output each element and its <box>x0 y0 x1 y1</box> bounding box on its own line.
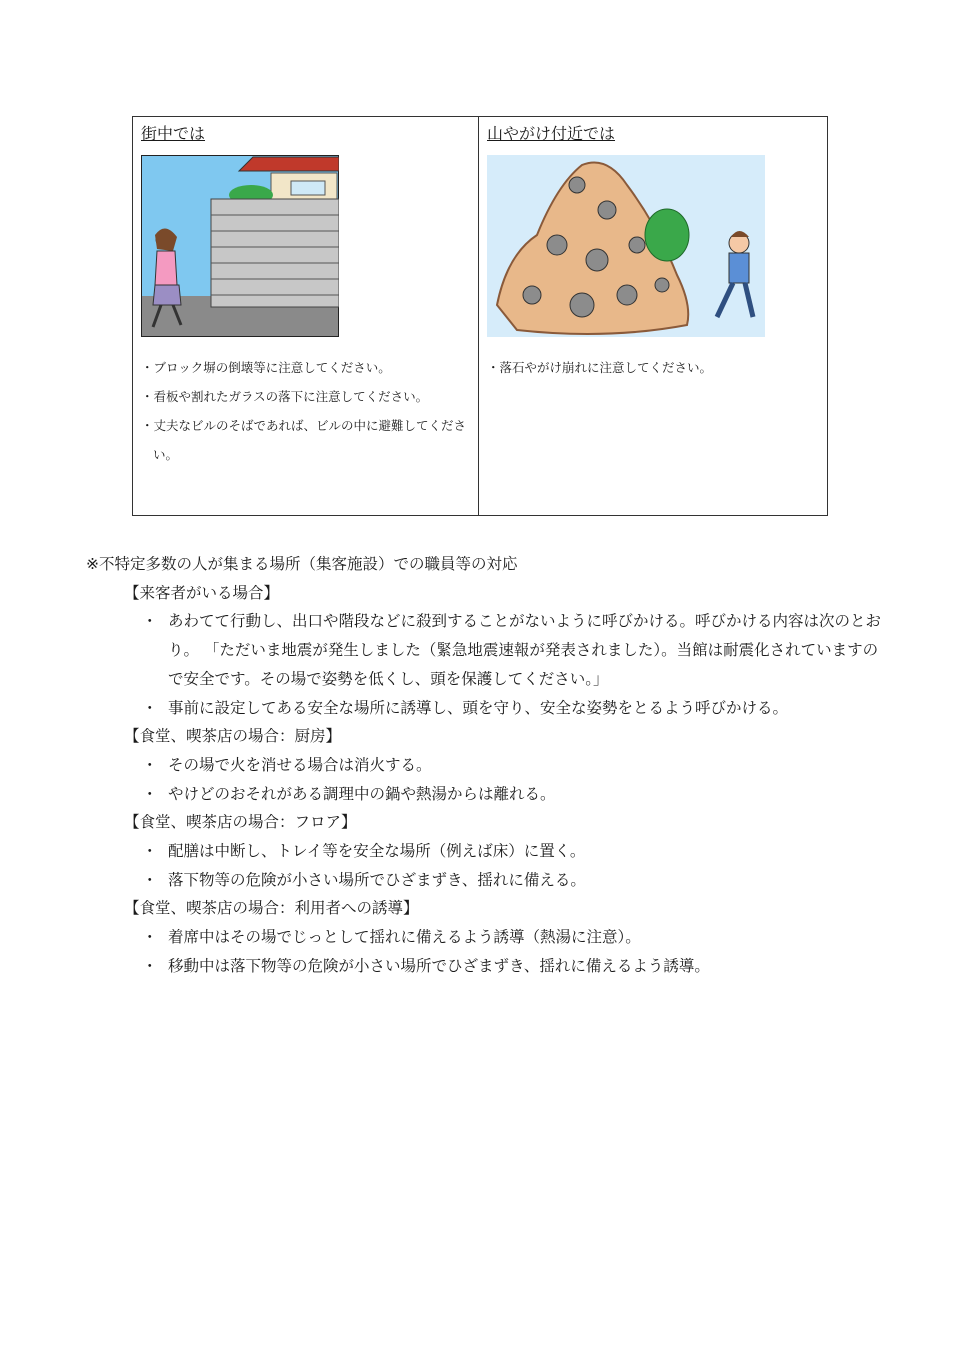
list-item: ・ 着席中はその場でじっとして揺れに備えるよう誘導（熱湯に注意）。 <box>144 923 886 952</box>
list-item: ・ 移動中は落下物等の危険が小さい場所でひざまずき、揺れに備えるよう誘導。 <box>144 952 886 981</box>
section-title-floor: 【食堂、喫茶店の場合：フロア】 <box>124 813 357 832</box>
list-item: ・ブロック塀の倒壊等に注意してください。 <box>141 360 391 375</box>
section-title-kitchen: 【食堂、喫茶店の場合：厨房】 <box>124 727 342 746</box>
list-item: ・ あわてて行動し、出口や階段などに殺到することがないように呼びかける。呼びかける内容は次のとおり。 「ただいま地震が発生しました（緊急地震速報が発表されました）。当館は耐震化されていますので安全です。その場で姿勢を低くし、頭を保護してください。」 <box>144 607 886 693</box>
mountain-notes <box>487 353 821 382</box>
staff-response-section <box>86 550 886 981</box>
cell-mountain-title: 山やがけ付近では <box>487 124 616 143</box>
list-item: ・落石やがけ崩れに注意してください。 <box>487 360 713 375</box>
list-item: ・ 配膳は中断し、トレイ等を安全な場所（例えば床）に置く。 <box>144 837 886 866</box>
section-heading: ※不特定多数の人が集まる場所（集客施設）での職員等の対応 <box>86 555 518 573</box>
kitchen-list <box>86 751 886 808</box>
list-item: ・ やけどのおそれがある調理中の鍋や熱湯からは離れる。 <box>144 780 886 809</box>
list-item: ・看板や割れたガラスの落下に注意してください。 <box>141 389 429 404</box>
list-item: ・ 落下物等の危険が小さい場所でひざまずき、揺れに備える。 <box>144 866 886 895</box>
list-item: ・丈夫なビルのそばであれば、ビルの中に避難してください。 <box>141 418 467 462</box>
city-wall-illustration <box>141 155 339 337</box>
cell-city <box>133 117 479 515</box>
rockfall-illustration <box>487 155 765 337</box>
section-title-guidance: 【食堂、喫茶店の場合：利用者への誘導】 <box>124 899 419 918</box>
cell-mountain <box>479 117 827 515</box>
list-item: ・ 事前に設定してある安全な場所に誘導し、頭を守り、安全な姿勢をとるよう呼びかける。 <box>144 694 886 723</box>
cell-city-title: 街中では <box>141 124 206 143</box>
floor-list <box>86 837 886 894</box>
city-notes <box>141 353 472 469</box>
section-title-visitors: 【来客者がいる場合】 <box>124 583 280 602</box>
visitors-list <box>86 607 886 722</box>
list-item: ・ その場で火を消せる場合は消火する。 <box>144 751 886 780</box>
guidance-list <box>86 923 886 980</box>
precaution-table <box>132 116 828 516</box>
